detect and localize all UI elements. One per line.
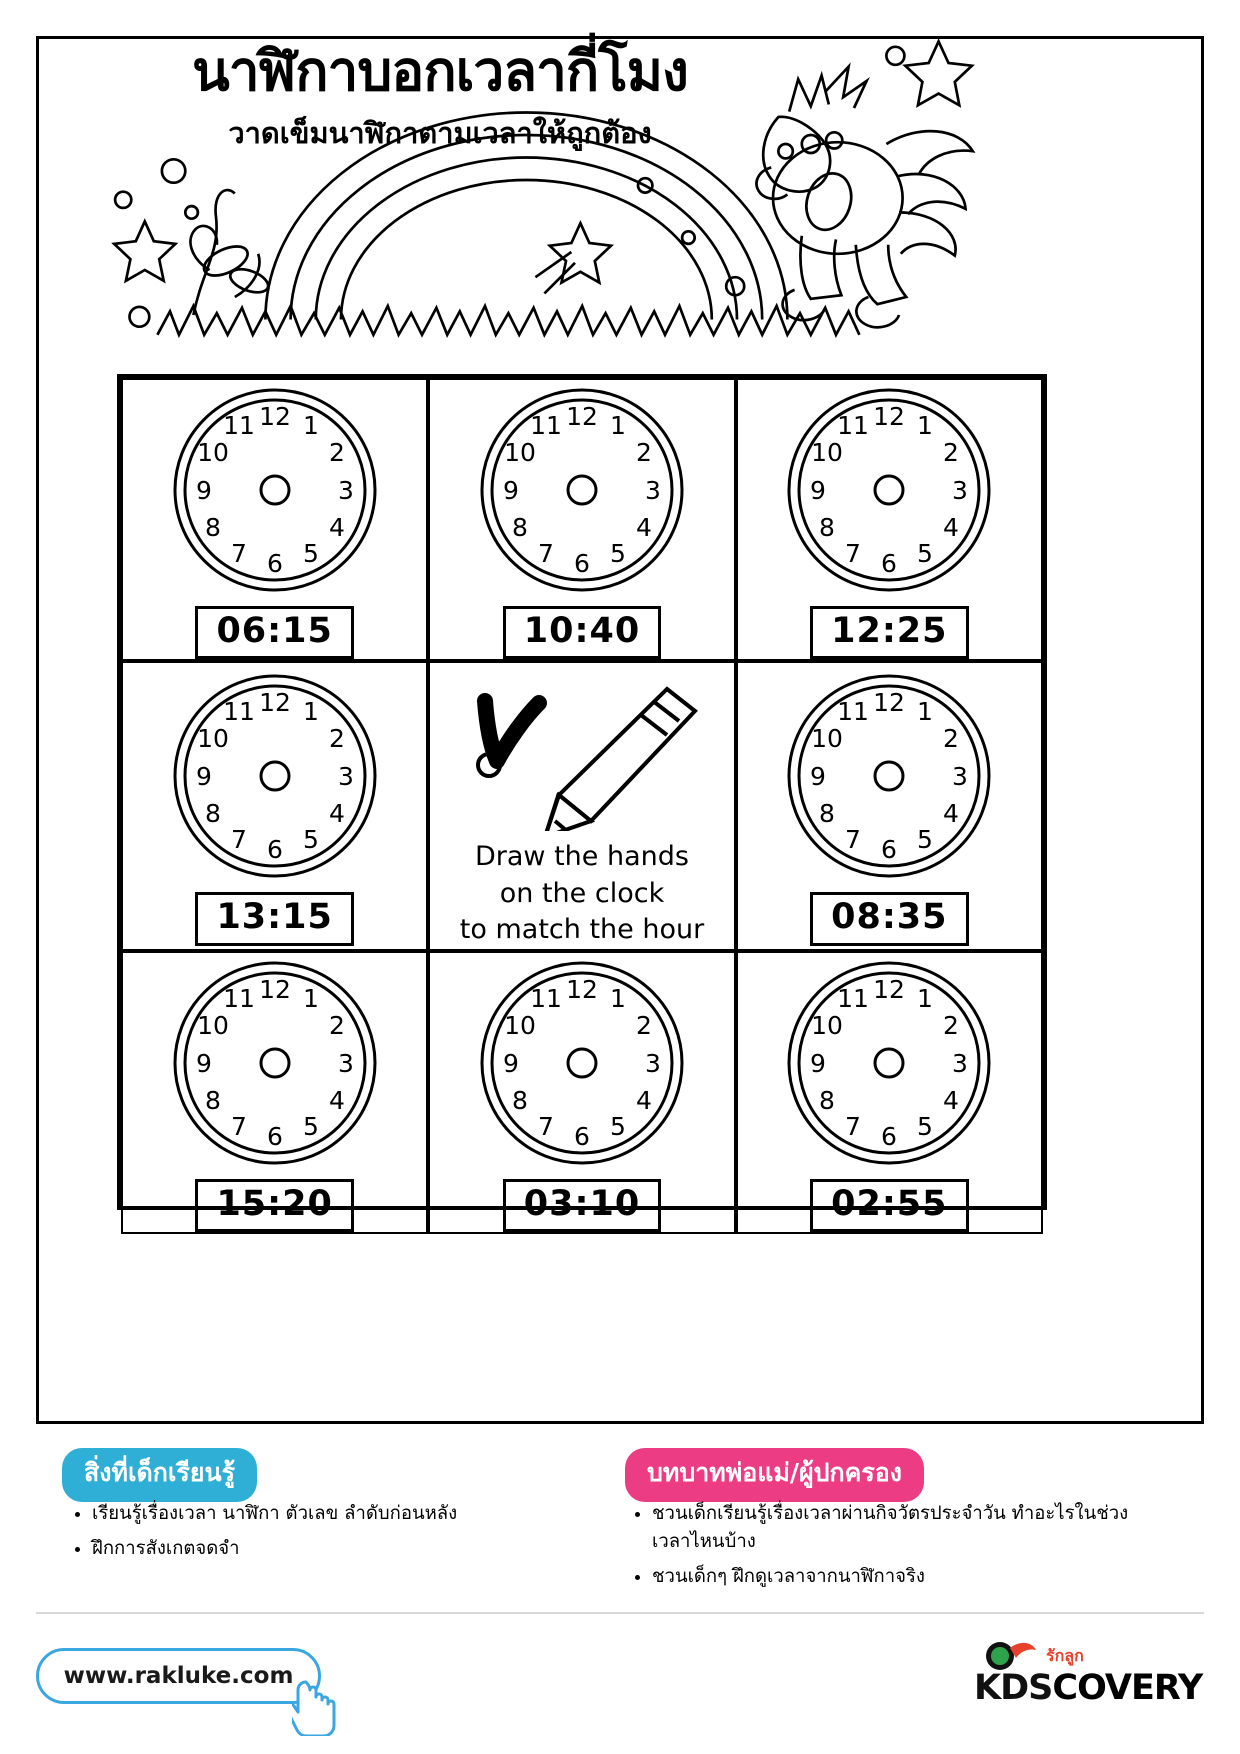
time-label: 15:20 xyxy=(195,1179,353,1232)
svg-text:2: 2 xyxy=(328,724,345,754)
svg-text:8: 8 xyxy=(512,513,528,542)
svg-text:9: 9 xyxy=(195,762,212,792)
clock-cell xyxy=(121,951,428,1234)
clock-cell xyxy=(736,951,1043,1234)
clock-face xyxy=(169,384,381,600)
svg-text:11: 11 xyxy=(530,411,562,440)
instruction-cell xyxy=(428,661,735,950)
svg-text:3: 3 xyxy=(952,476,969,505)
svg-text:5: 5 xyxy=(610,539,626,568)
svg-text:9: 9 xyxy=(810,762,827,792)
clock-cell xyxy=(428,951,735,1234)
svg-text:5: 5 xyxy=(302,539,319,568)
svg-text:1: 1 xyxy=(917,411,934,440)
svg-text:5: 5 xyxy=(917,1111,934,1141)
svg-text:4: 4 xyxy=(943,799,960,829)
svg-text:1: 1 xyxy=(610,411,626,440)
footer-divider xyxy=(36,1612,1204,1614)
cursor-hand-icon xyxy=(292,1678,344,1736)
list-item: • ชวนเด็กเรียนรู้เรื่องเวลาผ่านกิจวัตรประจำวัน ทำอะไรในช่วงเวลาไหนบ้าง xyxy=(652,1500,1160,1556)
svg-text:10: 10 xyxy=(196,438,229,467)
svg-text:11: 11 xyxy=(222,697,255,727)
svg-text:10: 10 xyxy=(504,438,536,467)
list-item: • ฝึกการสังเกตจดจำ xyxy=(92,1535,590,1563)
svg-text:3: 3 xyxy=(952,1048,969,1078)
svg-text:12: 12 xyxy=(258,974,291,1004)
brand-logo xyxy=(974,1640,1204,1710)
svg-text:7: 7 xyxy=(845,825,862,855)
svg-text:4: 4 xyxy=(636,513,652,542)
clock-face xyxy=(783,384,995,600)
svg-text:1: 1 xyxy=(610,983,626,1013)
svg-text:10: 10 xyxy=(504,1010,536,1040)
logo-covery: COVERY xyxy=(1052,1668,1203,1708)
time-label: 13:15 xyxy=(195,892,353,945)
svg-text:5: 5 xyxy=(302,1111,319,1141)
svg-text:5: 5 xyxy=(917,825,934,855)
svg-text:1: 1 xyxy=(917,697,934,727)
parent-role-list xyxy=(630,1500,1160,1597)
badge-kids-learn: สิ่งที่เด็กเรียนรู้ xyxy=(62,1448,257,1502)
svg-text:11: 11 xyxy=(222,983,255,1013)
website-url-text: www.rakluke.com xyxy=(63,1663,294,1689)
time-label: 08:35 xyxy=(810,892,968,945)
svg-text:8: 8 xyxy=(204,799,221,829)
clock-face xyxy=(783,670,995,886)
svg-text:5: 5 xyxy=(610,1111,626,1141)
svg-text:1: 1 xyxy=(302,697,319,727)
svg-text:7: 7 xyxy=(230,825,247,855)
logo-k: K xyxy=(974,1668,1001,1708)
svg-text:9: 9 xyxy=(503,476,519,505)
svg-text:2: 2 xyxy=(943,438,960,467)
svg-text:7: 7 xyxy=(538,539,554,568)
svg-text:11: 11 xyxy=(837,983,870,1013)
svg-text:12: 12 xyxy=(258,402,291,431)
svg-text:6: 6 xyxy=(881,1121,898,1151)
svg-text:7: 7 xyxy=(230,539,247,568)
svg-text:7: 7 xyxy=(845,1111,862,1141)
svg-text:1: 1 xyxy=(917,983,934,1013)
instruction-text xyxy=(460,839,704,948)
svg-text:9: 9 xyxy=(503,1048,519,1078)
svg-text:4: 4 xyxy=(328,1085,345,1115)
svg-text:3: 3 xyxy=(645,1048,661,1078)
time-label: 10:40 xyxy=(503,606,661,659)
svg-text:12: 12 xyxy=(873,974,906,1004)
time-label: 06:15 xyxy=(195,606,353,659)
svg-text:4: 4 xyxy=(943,513,960,542)
svg-text:6: 6 xyxy=(266,549,283,578)
svg-text:9: 9 xyxy=(810,476,827,505)
clock-cell xyxy=(121,661,428,950)
clock-cell xyxy=(121,378,428,661)
svg-text:4: 4 xyxy=(943,1085,960,1115)
svg-text:2: 2 xyxy=(328,438,345,467)
svg-text:5: 5 xyxy=(917,539,934,568)
list-item: • เรียนรู้เรื่องเวลา นาฬิกา ตัวเลข ลำดับก่อนหลัง xyxy=(92,1500,590,1528)
svg-text:10: 10 xyxy=(196,1010,229,1040)
svg-text:2: 2 xyxy=(943,724,960,754)
svg-text:2: 2 xyxy=(636,1010,652,1040)
clock-grid xyxy=(117,374,1047,1224)
svg-text:10: 10 xyxy=(811,438,844,467)
logo-wordmark xyxy=(974,1668,1202,1708)
svg-text:6: 6 xyxy=(574,549,590,578)
svg-text:11: 11 xyxy=(837,697,870,727)
svg-text:4: 4 xyxy=(328,799,345,829)
list-item: • ชวนเด็กๆ ฝึกดูเวลาจากนาฬิกาจริง xyxy=(652,1563,1160,1591)
svg-text:8: 8 xyxy=(512,1085,528,1115)
svg-text:9: 9 xyxy=(810,1048,827,1078)
kids-learn-list xyxy=(70,1500,590,1570)
svg-text:6: 6 xyxy=(881,835,898,865)
badge-parent-role: บทบาทพ่อแม่/ผู้ปกครอง xyxy=(625,1448,924,1502)
svg-text:11: 11 xyxy=(222,411,255,440)
clock-cell xyxy=(736,378,1043,661)
svg-text:2: 2 xyxy=(943,1010,960,1040)
svg-text:9: 9 xyxy=(195,1048,212,1078)
instruction-line-1: Draw the hands xyxy=(474,841,689,873)
svg-text:12: 12 xyxy=(566,974,598,1004)
svg-text:10: 10 xyxy=(196,724,229,754)
svg-text:3: 3 xyxy=(645,476,661,505)
svg-text:12: 12 xyxy=(258,688,291,718)
svg-text:12: 12 xyxy=(566,402,598,431)
clock-cell xyxy=(736,661,1043,950)
svg-text:3: 3 xyxy=(337,762,354,792)
svg-text:8: 8 xyxy=(819,799,836,829)
instruction-line-3: to match the hour xyxy=(459,914,705,946)
svg-text:6: 6 xyxy=(266,1121,283,1151)
svg-text:6: 6 xyxy=(266,835,283,865)
svg-text:6: 6 xyxy=(574,1121,590,1151)
svg-text:12: 12 xyxy=(873,688,906,718)
svg-text:4: 4 xyxy=(636,1085,652,1115)
time-label: 02:55 xyxy=(810,1179,968,1232)
clock-face xyxy=(476,957,688,1173)
clock-face xyxy=(169,670,381,886)
svg-text:3: 3 xyxy=(337,1048,354,1078)
logo-ds: DS xyxy=(1000,1668,1053,1708)
svg-text:7: 7 xyxy=(845,539,862,568)
page-subtitle: วาดเข็มนาฬิกาตามเวลาให้ถูกต้อง xyxy=(228,116,652,150)
svg-text:9: 9 xyxy=(195,476,212,505)
svg-text:1: 1 xyxy=(302,411,319,440)
clock-face xyxy=(476,384,688,600)
svg-text:3: 3 xyxy=(337,476,354,505)
svg-text:3: 3 xyxy=(952,762,969,792)
svg-text:2: 2 xyxy=(636,438,652,467)
svg-text:8: 8 xyxy=(819,1085,836,1115)
instruction-line-2: on the clock xyxy=(499,877,665,909)
svg-text:6: 6 xyxy=(881,549,898,578)
svg-text:10: 10 xyxy=(811,724,844,754)
svg-text:2: 2 xyxy=(328,1010,345,1040)
time-label: 12:25 xyxy=(810,606,968,659)
svg-text:11: 11 xyxy=(530,983,562,1013)
svg-text:8: 8 xyxy=(204,1085,221,1115)
svg-text:12: 12 xyxy=(873,402,906,431)
logo-rakluke-text: รักลูก xyxy=(1046,1646,1084,1665)
clock-face xyxy=(783,957,995,1173)
page-title: นาฬิกาบอกเวลากี่โมง xyxy=(192,39,688,103)
time-label: 03:10 xyxy=(503,1179,661,1232)
clock-cell xyxy=(428,378,735,661)
svg-text:7: 7 xyxy=(230,1111,247,1141)
svg-text:8: 8 xyxy=(819,513,836,542)
svg-text:7: 7 xyxy=(538,1111,554,1141)
check-and-pencil-icon xyxy=(457,681,707,831)
svg-text:5: 5 xyxy=(302,825,319,855)
website-url-button[interactable] xyxy=(36,1648,321,1704)
svg-text:4: 4 xyxy=(328,513,345,542)
svg-text:8: 8 xyxy=(204,513,221,542)
svg-text:11: 11 xyxy=(837,411,870,440)
svg-text:1: 1 xyxy=(302,983,319,1013)
clock-face xyxy=(169,957,381,1173)
svg-text:10: 10 xyxy=(811,1010,844,1040)
